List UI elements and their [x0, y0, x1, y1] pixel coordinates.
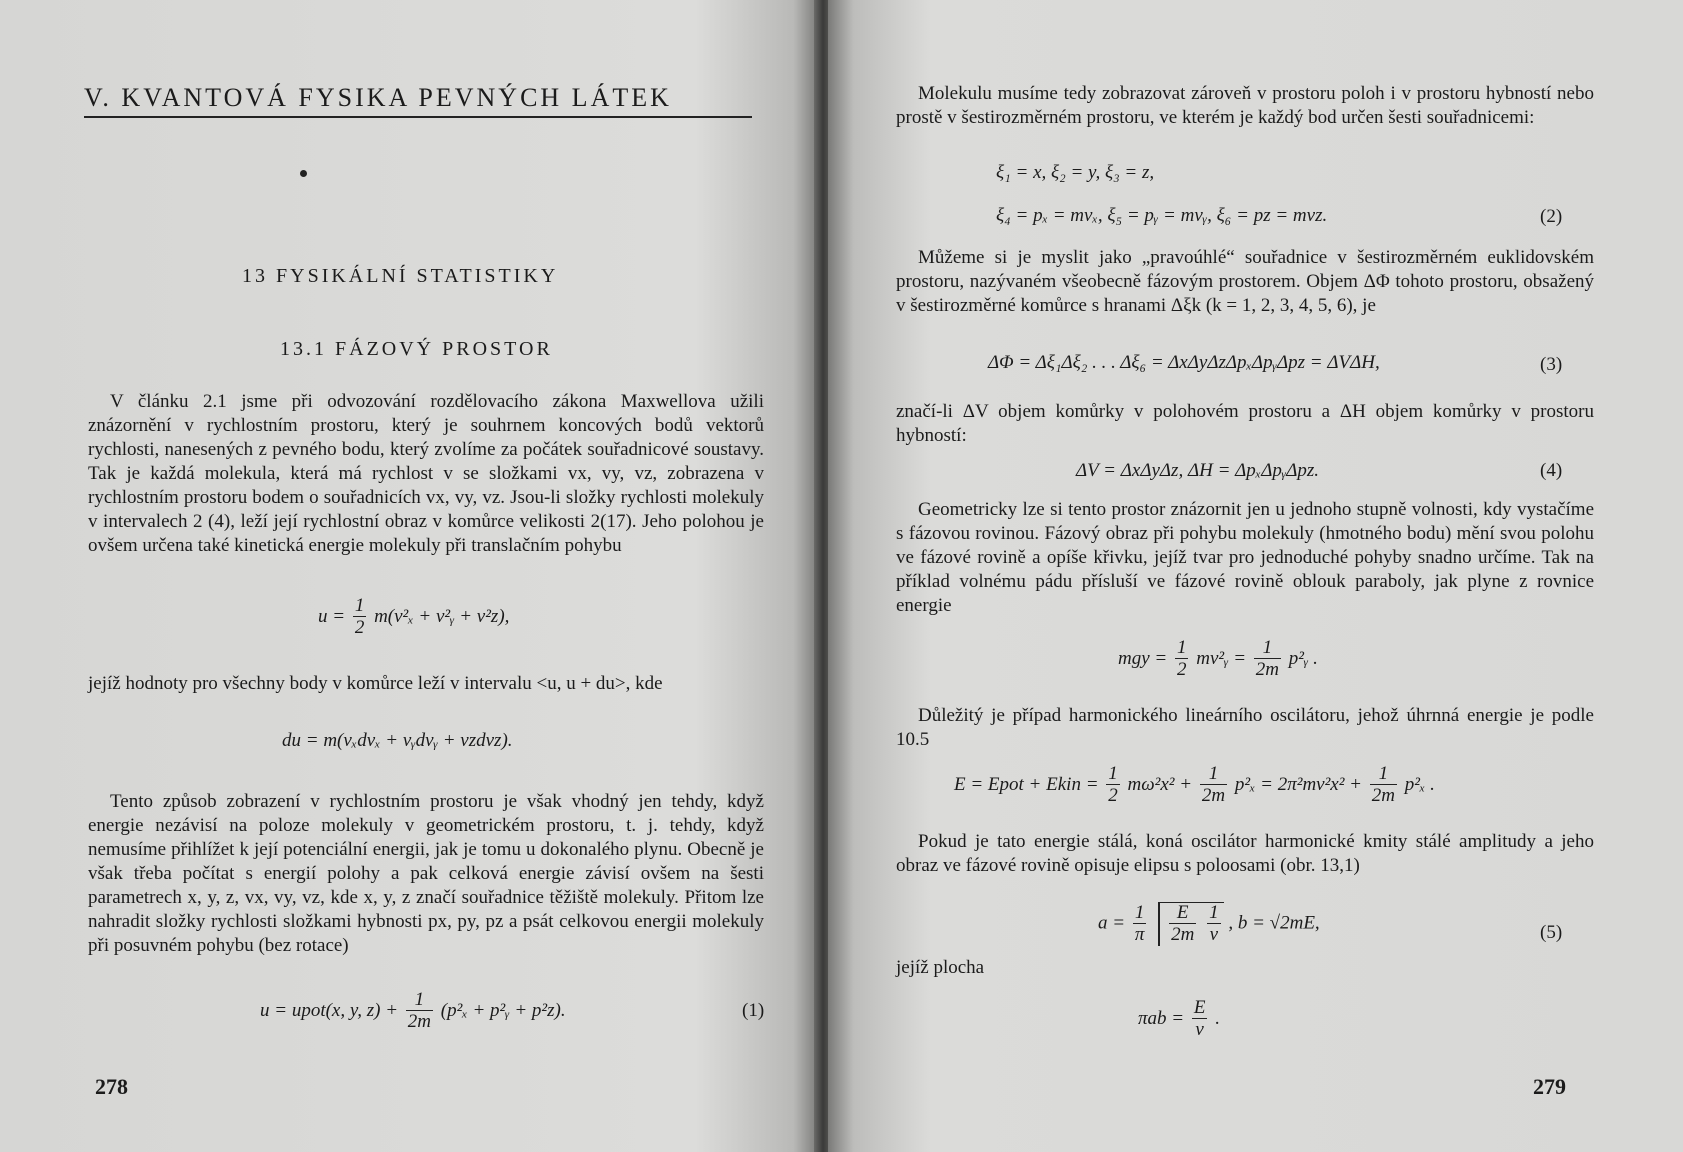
- fraction: [1192, 998, 1208, 1041]
- fraction-numerator: E: [1193, 997, 1206, 1018]
- fraction-denominator: ν: [1195, 1019, 1204, 1040]
- fraction-denominator: 2m: [1371, 785, 1395, 806]
- section-title: 13 FYSIKÁLNÍ STATISTIKY: [242, 265, 559, 287]
- fraction-numerator: 1: [1133, 903, 1147, 924]
- fraction-numerator: 1: [354, 595, 365, 616]
- fraction-numerator: 1: [1176, 637, 1187, 658]
- equation-ellipse-area: [1138, 998, 1220, 1041]
- equation-number: (4): [1540, 460, 1563, 481]
- paragraph: Můžeme si je myslit jako „pravoúhlé“ souřadnice v šestirozměrném euklidovském prostoru, nazývaném všeobecně fázovým prostorem. Objem ΔΦ tohoto prostoru, obsažený v šestirozměrné komůrce s hranami Δξk (k = 1, 2, 3, 4, 5, 6), je: [896, 247, 1594, 316]
- right-page: [828, 0, 1683, 1152]
- paragraph: V článku 2.1 jsme při odvozování rozdělovacího zákona Maxwellova užili znázornění v rychlostním prostoru, který je souhrnem koncových bodů vektorů rychlosti, nanesených z pevného bodu, který zvolíme za počátek souřadnicové soustavy. Tak je každá molekula, která má rychlost v se složkami vx, vy, vz, zobrazena v rychlostním prostoru bodem o souřadnicích vx, vy, vz. Jsou-li složky rychlosti molekuly v intervalech 2 (4), leží její rychlostní obraz v komůrce velikosti 2(17). Jeho polohou je ovšem určena také kinetická energie molekuly při translačním pohybu: [88, 391, 764, 556]
- fraction: [1175, 638, 1189, 681]
- equation-4: ΔV = ΔxΔyΔz, ΔH = ΔpₓΔpᵧΔpz.: [1076, 460, 1320, 481]
- paragraph: jejíž plocha: [896, 957, 985, 978]
- fraction-numerator: E: [1169, 903, 1196, 924]
- fraction-numerator: 1: [1254, 638, 1281, 659]
- equation-1: [260, 990, 566, 1033]
- left-page: [0, 0, 818, 1152]
- chapter-rule: [84, 116, 752, 118]
- equation-part: mgy =: [1118, 647, 1168, 669]
- equation-part: p²ᵧ .: [1288, 647, 1318, 669]
- equation-number: (2): [1540, 206, 1563, 227]
- fraction-denominator: 2m: [1171, 924, 1195, 945]
- equation-part: , b = √2mE,: [1228, 912, 1320, 934]
- equation-5: [1098, 902, 1320, 946]
- equation-part: p²ₓ = 2π²mν²x² +: [1234, 773, 1362, 795]
- fraction-denominator: 2: [1176, 659, 1187, 680]
- paragraph: Tento způsob zobrazení v rychlostním prostoru je však vhodný jen tehdy, když energie nezávisí na poloze molekuly v geometrickém prostoru, t. j. tehdy, když nemusíme přihlížet k její potenciální energii, jak je tomu u dokonalého plynu. Obecně je však třeba počítat s energií polohy a pak celková energie závisí ovšem na šesti parametrech x, y, z, vx, vy, vz, kde x, y, z značí souřadnice těžiště molekuly. Přitom lze nahradit složky rychlosti složkami hybnosti px, py, pz a psát celkovou energii molekuly při posuvném pohybu (bez rotace): [88, 791, 764, 956]
- paragraph: Molekulu musíme tedy zobrazovat zároveň v prostoru poloh i v prostoru hybností nebo prostě v šestirozměrném prostoru, ve kterém je každý bod určen šesti souřadnicemi:: [896, 83, 1594, 128]
- equation-part: m(v²ₓ + v²ᵧ + v²z),: [374, 605, 510, 627]
- fraction: [406, 990, 433, 1033]
- equation-part: E = Epot + Ekin =: [954, 773, 1099, 795]
- equation-part: .: [1215, 1007, 1220, 1029]
- fraction: [1106, 764, 1120, 807]
- equation-part: πab =: [1138, 1007, 1185, 1029]
- fraction: [1169, 903, 1196, 946]
- equation-2b: ξ₄ = pₓ = mvₓ, ξ₅ = pᵧ = mvᵧ, ξ₆ = pz = mvz.: [996, 205, 1328, 226]
- square-root: [1158, 902, 1223, 946]
- equation-part: u = upot(x, y, z) +: [260, 999, 399, 1021]
- paragraph: jejíž hodnoty pro všechny body v komůrce leží v intervalu <u, u + du>, kde: [88, 673, 663, 694]
- equation-oscillator-energy: [954, 764, 1435, 807]
- page-number: 278: [95, 1074, 128, 1099]
- equation-part: mω²x² +: [1127, 773, 1193, 795]
- equation-part: (p²ₓ + p²ᵧ + p²z).: [440, 999, 566, 1021]
- equation-3: ΔΦ = Δξ₁Δξ₂ . . . Δξ₆ = ΔxΔyΔzΔpₓΔpᵧΔpz = ΔVΔH,: [988, 352, 1380, 373]
- speck: [300, 170, 307, 177]
- paragraph: Geometricky lze si tento prostor znázornit jen u jednoho stupně volnosti, kdy vystačíme s fázovou rovinou. Fázový obraz při pohybu molekuly (hmotného bodu) mění svou polohu ve fázové rovině a opíše křivku, jejíž tvar pro jednoduché pohyby snadno určíme. Tak na příklad volnému pádu přísluší ve fázové rovině oblouk paraboly, jak plyne z rovnice energie: [896, 499, 1594, 616]
- fraction: [353, 596, 367, 639]
- equation-part: p²ₓ .: [1404, 773, 1435, 795]
- subsection-title: 13.1 FÁZOVÝ PROSTOR: [280, 338, 553, 360]
- fraction-denominator: ν: [1209, 924, 1219, 945]
- paragraph: značí-li ΔV objem komůrky v polohovém prostoru a ΔH objem komůrky v prostoru hybností:: [896, 401, 1594, 446]
- fraction-numerator: 1: [406, 990, 433, 1011]
- paragraph: Pokud je tato energie stálá, koná oscilátor harmonické kmity stálé amplitudy a jeho obraz ve fázové rovině opisuje elipsu s poloosami (obr. 13,1): [896, 831, 1594, 876]
- fraction-denominator: 2: [1108, 785, 1118, 806]
- fraction: [1200, 764, 1227, 807]
- fraction-denominator: 2: [354, 617, 365, 638]
- fraction: [1254, 638, 1281, 681]
- equation-du: du = m(vₓdvₓ + vᵧdvᵧ + vzdvz).: [282, 730, 513, 751]
- equation-number: (3): [1540, 354, 1563, 375]
- fraction: [1207, 903, 1221, 946]
- fraction-denominator: 2m: [407, 1011, 432, 1032]
- equation-number: (1): [742, 1000, 765, 1021]
- fraction-denominator: 2m: [1255, 659, 1280, 680]
- equation-2a: ξ₁ = x, ξ₂ = y, ξ₃ = z,: [996, 162, 1155, 183]
- equation-part: a =: [1098, 912, 1126, 934]
- fraction-numerator: 1: [1209, 902, 1219, 923]
- fraction-numerator: 1: [1108, 763, 1118, 784]
- chapter-title: V. KVANTOVÁ FYSIKA PEVNÝCH LÁTEK: [84, 83, 672, 112]
- equation-part: mv²ᵧ =: [1196, 647, 1247, 669]
- fraction: [1133, 903, 1147, 946]
- equation-number: (5): [1540, 922, 1563, 943]
- fraction-numerator: 1: [1200, 764, 1227, 785]
- fraction: [1370, 764, 1397, 807]
- equation-kinetic-energy: [318, 596, 509, 639]
- fraction-numerator: 1: [1370, 764, 1397, 785]
- fraction-denominator: π: [1134, 923, 1145, 945]
- page-number: 279: [1533, 1074, 1566, 1099]
- fraction-denominator: 2m: [1201, 785, 1226, 806]
- equation-part: u =: [318, 605, 346, 627]
- paragraph: Důležitý je případ harmonického lineárního oscilátoru, jehož úhrnná energie je podle 10.5: [896, 705, 1594, 750]
- equation-free-fall: [1118, 638, 1318, 681]
